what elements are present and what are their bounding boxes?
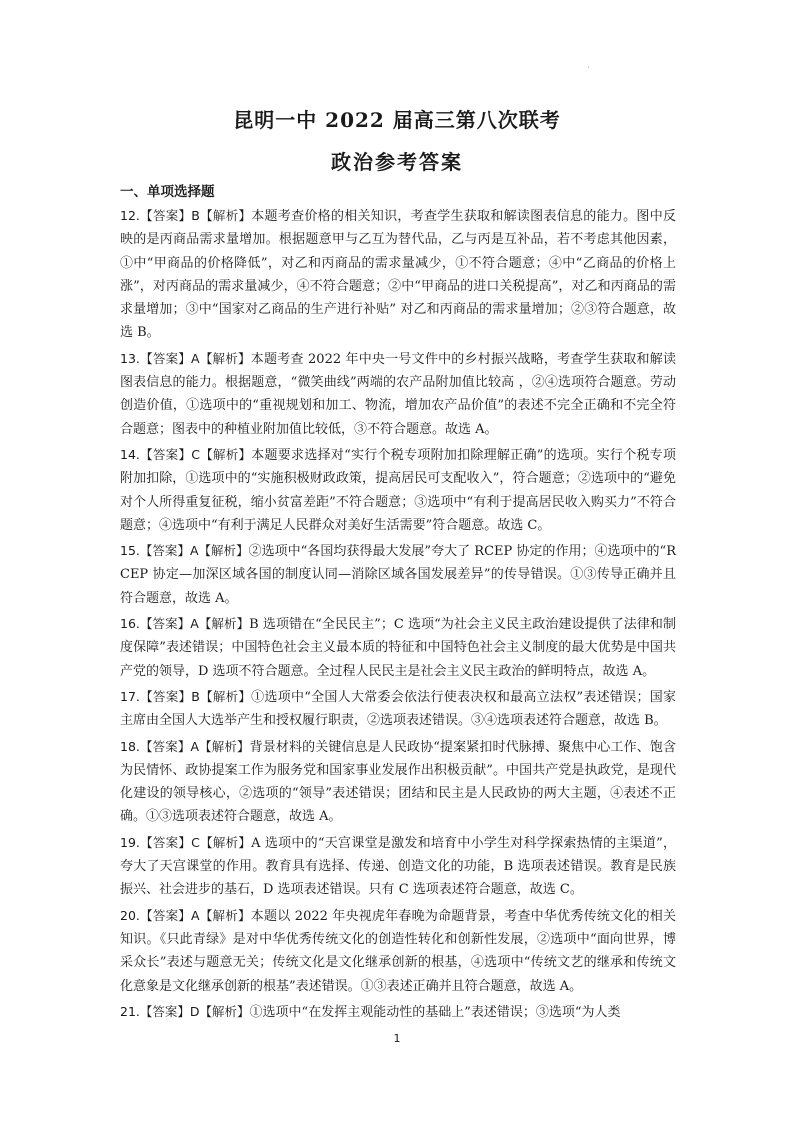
question-number: 16. <box>120 616 140 632</box>
answer-key: 【答案】A <box>139 616 199 632</box>
answer-item <box>120 612 676 683</box>
analysis-text: 本题考查 2022 年中央一号文件中的乡村振兴战略，考查学生获取和解读图表信息的能力。根据题意，“微笑曲线”两端的农产品附加值比较高 ，②④选项符合题意。劳动创造价值，①选项中的“重视规划和加工、物流，增加农产品价值”的表述不完全正确和不完全符合题意；图表中的种植业附加值比较低，③不符合题意。故选 A。 <box>120 351 676 437</box>
analysis-text: ②选项中“各国均获得最大发展”夸大了 RCEP 协定的作用；④选项中的“RCEP 协定—加深区域各国的制度认同—消除区域各国发展差异”的传导错误。①③传导正确并且符合题意，故选 A。 <box>120 544 676 606</box>
analysis-text: 背景材料的关键信息是人民政协“提案紧扣时代脉搏、聚焦中心工作、饱含为民情怀、政协提案工作为服务党和国家事业发展作出积极贡献”。中国共产党是执政党，是现代化建设的领导核心，②选项的“领导”表述错误；团结和民主是人民政协的两大主题，④表述不正确。①③选项表述符合题意，故选 A。 <box>120 739 676 825</box>
analysis-text: 本题要求选择对“实行个税专项附加扣除理解正确”的选项。实行个税专项附加扣除，①选项中的“实施积极财政政策，提高居民可支配收入”，符合题意；②选项中的“避免对个人所得重复征税，缩小贫富差距”不符合题意；③选项中“有利于提高居民收入购买力”不符合题意；④选项中“有利于满足人民群众对美好生活需要”符合题意。故选 C。 <box>120 447 676 533</box>
question-number: 13. <box>120 350 140 366</box>
analysis-text: 本题以 2022 年央视虎年春晚为命题背景，考查中华优秀传统文化的相关知识。《只此青绿》是对中华优秀传统文化的创造性转化和创新性发展，②选项中“面向世界，博采众长”表述与题意无关；传统文化是文化继承创新的根基，④选项中“传统文艺的继承和传统文化意象是文化继承创新的根基”表述错误。①③表述正确并且符合题意，故选 A。 <box>120 908 676 994</box>
document-subtitle: 政治参考答案 <box>331 150 463 174</box>
analysis-text: ①选项中“全国人大常委会依法行使表决权和最高立法权”表述错误；国家主席由全国人大选举产生和授权履行职责，②选项表述错误。③④选项表述符合题意，故选 B。 <box>120 689 676 729</box>
answer-list <box>120 204 676 1026</box>
answer-key: 【答案】B <box>139 688 200 704</box>
page-mark: ' <box>588 66 590 73</box>
question-number: 18. <box>120 738 140 754</box>
answer-key: 【答案】B <box>139 208 200 223</box>
question-number: 12. <box>120 208 140 223</box>
answer-key: 【答案】A <box>139 907 200 923</box>
question-number: 21. <box>120 1003 140 1019</box>
answer-item <box>120 831 676 902</box>
answer-item <box>120 735 676 829</box>
answer-key: 【答案】A <box>139 350 200 366</box>
answer-key: 【答案】A <box>139 543 199 559</box>
analysis-label: 【解析】 <box>199 738 250 754</box>
answer-item <box>120 204 676 345</box>
answer-item <box>120 685 676 733</box>
analysis-text: A 选项中的“天宫课堂是激发和培育中小学生对科学探索热情的主渠道”，夸大了天宫课堂的作用。教育具有选择、传递、创造文化的功能，B 选项表述错误。教育是民族振兴、社会进步的基石，D 选项表述错误。只有 C 选项表述符合题意，故选 C。 <box>120 835 676 898</box>
answer-item <box>120 1000 676 1024</box>
analysis-label: 【解析】 <box>199 688 252 704</box>
question-number: 17. <box>120 688 140 704</box>
question-number: 15. <box>120 543 140 559</box>
answer-key: 【答案】A <box>139 738 200 754</box>
question-number: 19. <box>120 834 140 850</box>
answer-item <box>120 443 676 537</box>
analysis-label: 【解析】 <box>198 543 249 559</box>
analysis-label: 【解析】 <box>199 1003 250 1019</box>
analysis-label: 【解析】 <box>199 208 252 223</box>
answer-key: 【答案】C <box>139 446 200 462</box>
analysis-label: 【解析】 <box>199 907 251 923</box>
analysis-text: B 选项错在“全民民主”；C 选项“为社会主义民主政治建设提供了法律和制度保障”表述错误；中国特色社会主义最本质的特征和中国特色社会主义制度的最大优势是中国共产党的领导，D 选项不符合题意。全过程人民民主是社会主义民主政治的鲜明特点，故选 A。 <box>120 617 676 679</box>
answer-item <box>120 904 676 998</box>
section-heading: 一、单项选择题 <box>120 184 215 200</box>
answer-item <box>120 347 676 441</box>
page-number: 1 <box>393 1032 401 1045</box>
question-number: 20. <box>120 907 140 923</box>
answer-item <box>120 539 676 610</box>
analysis-label: 【解析】 <box>199 446 252 462</box>
analysis-label: 【解析】 <box>198 616 250 632</box>
analysis-text: 本题考查价格的相关知识，考查学生获取和解读图表信息的能力。图中反映的是丙商品需求量增加。根据题意甲与乙互为替代品，乙与丙是互补品，若不考虑其他因素，①中“甲商品的价格降低”，对乙和丙商品的需求量减少，①不符合题意；④中“乙商品的价格上涨”，对丙商品的需求量减少，④不符合题意；②中“甲商品的进口关税提高”，对乙和丙商品的需求量增加；③中“国家对乙商品的生产进行补贴” 对乙和丙商品的需求量增加；②③符合题意，故选 B。 <box>120 209 676 341</box>
answer-key: 【答案】C <box>139 834 200 850</box>
analysis-label: 【解析】 <box>199 834 252 850</box>
document-title: 昆明一中 2022 届高三第八次联考 <box>233 108 561 132</box>
analysis-label: 【解析】 <box>199 350 251 366</box>
question-number: 14. <box>120 446 140 462</box>
answer-key: 【答案】D <box>139 1003 200 1019</box>
analysis-text: ①选项中“在发挥主观能动性的基础上”表述错误；③选项“为人类 <box>249 1004 621 1020</box>
